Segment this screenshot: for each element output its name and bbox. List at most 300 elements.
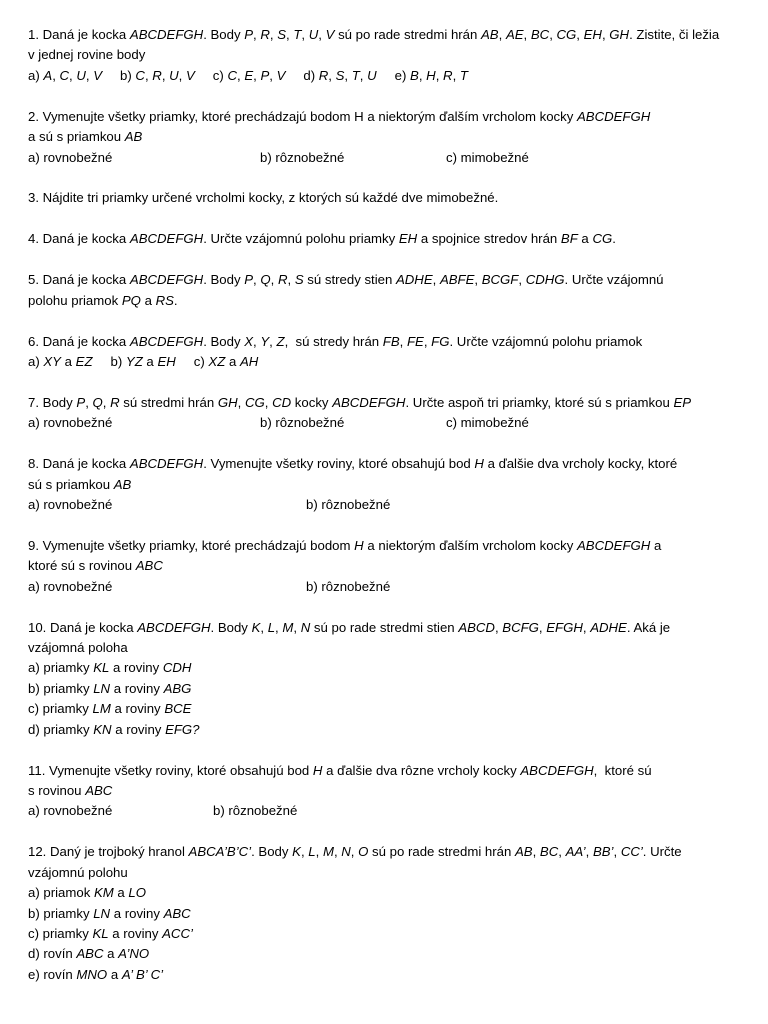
text-run: , [538, 619, 547, 635]
italic-term: ACC’ [162, 925, 193, 941]
text-run: d) [303, 67, 319, 83]
text-run: 7. Body [28, 394, 77, 410]
answer-option [260, 413, 446, 433]
question-5 [28, 270, 728, 311]
text-run: , [423, 333, 432, 349]
text-run: b) priamky [28, 680, 94, 696]
question-10 [28, 618, 728, 740]
question-text-line [28, 781, 728, 801]
text-run: b) [110, 353, 126, 369]
text-run: , [293, 619, 301, 635]
italic-term: FG [431, 333, 450, 349]
text-run: . Aká je [626, 619, 671, 635]
italic-term: U [367, 67, 377, 83]
text-run: , [178, 67, 186, 83]
text-run: a) rovnobežné [28, 149, 113, 165]
italic-term: B [410, 67, 419, 83]
text-run: s rovinou [28, 782, 86, 798]
text-run: 2. Vymenujte všetky priamky, ktoré prechádzajú bodom H a niektorým ďalším vrcholom kocky [28, 108, 577, 124]
italic-term: MNO [76, 966, 108, 982]
text-run: polohu priamok [28, 292, 122, 308]
text-run: a [577, 231, 593, 247]
text-run: v jednej rovine body [28, 47, 146, 63]
text-run: a [140, 292, 156, 308]
italic-term: V [276, 67, 286, 83]
text-run: , [286, 27, 294, 42]
question-text-line [28, 270, 728, 290]
worksheet [28, 25, 728, 1006]
italic-term: ABCDEFGH [129, 456, 204, 472]
italic-term: XY [43, 353, 61, 369]
italic-term: O [358, 844, 369, 860]
italic-term: ABCDEFGH [332, 394, 406, 410]
answer-option [395, 66, 468, 86]
italic-term: BCFG [502, 619, 539, 635]
italic-term: KL [92, 925, 109, 941]
answer-option [28, 658, 728, 678]
italic-term: ABCDEFGH [129, 27, 204, 42]
text-run: , [585, 844, 593, 860]
italic-term: A [43, 67, 53, 83]
text-run: , [144, 67, 153, 83]
italic-term: P [244, 27, 254, 42]
text-run: a roviny [108, 925, 163, 941]
question-text-line [28, 556, 728, 576]
answer-option [28, 413, 260, 433]
italic-term: ABCDEFGH [137, 619, 211, 635]
italic-term: BCGF [481, 272, 519, 288]
italic-term: V [325, 27, 335, 42]
question-text-line [28, 863, 728, 883]
italic-term: R [318, 67, 329, 83]
italic-term: ABCDEFGH [129, 272, 204, 288]
italic-term: ABCA’B’C’ [188, 844, 252, 860]
italic-term: R [443, 67, 453, 83]
italic-term: ABFE [439, 272, 475, 288]
italic-term: BF [560, 231, 578, 247]
italic-term: T [351, 67, 360, 83]
text-run: a) rovnobežné [28, 497, 113, 512]
italic-term: Q [92, 394, 103, 410]
answer-option [28, 965, 728, 985]
italic-term: KN [93, 721, 112, 737]
question-text-line [28, 454, 728, 474]
italic-term: Y [260, 333, 270, 349]
text-run: , [435, 67, 444, 83]
italic-term: H [312, 762, 323, 778]
options-row [28, 413, 728, 433]
text-run: sú po rade stredmi hrán [334, 27, 482, 42]
text-run: a) [28, 353, 44, 369]
text-run: , [518, 272, 526, 288]
italic-term: CG [556, 27, 577, 42]
answer-option [303, 66, 376, 86]
italic-term: L [308, 844, 316, 860]
answer-option [213, 801, 413, 821]
options-row [28, 495, 728, 515]
text-run: 4. Daná je kocka [28, 231, 130, 247]
italic-term: CDH [162, 660, 192, 676]
text-run: a [107, 966, 122, 982]
italic-term: AH [239, 353, 259, 369]
text-run: , [328, 67, 336, 83]
text-run: b) priamky [28, 905, 94, 921]
text-run: b) rôznobežné [260, 149, 345, 165]
options-row [28, 66, 728, 86]
text-run: , [350, 844, 359, 860]
italic-term: AB [481, 27, 499, 42]
italic-term: N [341, 844, 351, 860]
italic-term: R [277, 272, 288, 288]
italic-term: E [244, 67, 254, 83]
italic-term: ABC [163, 905, 191, 921]
text-run: , [300, 844, 309, 860]
text-run: . Určte [642, 844, 682, 860]
italic-term: XZ [208, 353, 226, 369]
text-run: c) priamky [28, 701, 93, 717]
italic-term: AB [113, 476, 132, 492]
text-run: a [103, 946, 119, 962]
text-run: a roviny [111, 721, 166, 737]
italic-term: GH [609, 27, 630, 42]
text-run: 10. Daná je kocka [28, 619, 138, 635]
text-run: b) rôznobežné [306, 497, 391, 512]
text-run: e) [394, 67, 411, 83]
italic-term: CC’ [620, 844, 643, 860]
text-run: , [69, 67, 77, 83]
text-run: , [253, 333, 261, 349]
text-run: a) priamky [28, 660, 94, 676]
italic-term: AA’ [565, 844, 586, 860]
answer-option [28, 148, 260, 168]
italic-term: YZ [125, 353, 143, 369]
answer-option [120, 66, 195, 86]
italic-term: BC [530, 27, 550, 42]
text-run: sú stredmi hrán [119, 394, 218, 410]
italic-term: K [251, 619, 261, 635]
question-11 [28, 761, 728, 822]
text-run: a spojnice stredov hrán [417, 231, 561, 247]
text-run: , [523, 27, 531, 42]
question-text-line [28, 188, 728, 208]
text-run: , [85, 67, 94, 83]
text-run: , [532, 844, 540, 860]
italic-term: V [93, 67, 103, 83]
answer-option [28, 904, 728, 924]
text-run: c) priamky [28, 925, 93, 941]
italic-term: U [308, 27, 319, 42]
text-run: a [113, 885, 129, 901]
text-run: a sú s priamkou [28, 129, 125, 145]
text-run: , [269, 27, 278, 42]
answer-option [28, 699, 728, 719]
italic-term: ABCDEFGH [129, 333, 204, 349]
italic-term: AB [515, 844, 533, 860]
italic-term: EFG? [165, 721, 200, 737]
options-row [28, 148, 728, 168]
italic-term: LM [92, 701, 111, 717]
italic-term: T [459, 67, 468, 83]
answer-option [28, 944, 728, 964]
answer-option [28, 352, 93, 372]
italic-term: ABCDEFGH [520, 762, 594, 778]
question-6 [28, 332, 728, 373]
text-run: . Vymenujte všetky roviny, ktoré obsahujú bod [203, 456, 475, 472]
question-text-line [28, 842, 728, 862]
text-run: . Body [251, 844, 293, 860]
question-12 [28, 842, 728, 985]
answer-option [28, 720, 728, 740]
options-row [28, 577, 728, 597]
text-run: sú po rade stredmi hrán [368, 844, 515, 860]
italic-term: CG [244, 394, 265, 410]
italic-term: X [244, 333, 254, 349]
question-text-line [28, 229, 728, 249]
text-run: , [432, 272, 440, 288]
answer-option [213, 66, 286, 86]
italic-term: AE [505, 27, 524, 42]
text-run: b) rôznobežné [306, 578, 391, 594]
text-run: ktoré sú s rovinou [28, 558, 136, 574]
italic-term: ABCDEFGH [577, 108, 651, 124]
italic-term: C [59, 67, 70, 83]
italic-term: R [260, 27, 270, 42]
question-text-line [28, 332, 728, 352]
italic-term: LN [93, 905, 111, 921]
italic-term: EH [583, 27, 602, 42]
text-run: 6. Daná je kocka [28, 333, 130, 349]
answer-option [28, 495, 306, 515]
italic-term: AB [124, 129, 143, 145]
text-run: . Body [203, 27, 245, 42]
text-run: a) rovnobežné [28, 578, 113, 594]
text-run: , [301, 27, 309, 42]
italic-term: M [282, 619, 294, 635]
italic-term: H [474, 456, 484, 472]
question-2 [28, 107, 728, 168]
text-run: , [601, 27, 610, 42]
italic-term: S [335, 67, 345, 83]
italic-term: CG [592, 231, 613, 247]
text-run: sú po rade stredmi stien [310, 619, 459, 635]
italic-term: H [426, 67, 436, 83]
italic-term: H [354, 537, 364, 553]
text-run: c) [193, 353, 209, 369]
italic-term: Z [276, 333, 285, 349]
text-run: a [60, 353, 76, 369]
text-run: kocky [291, 394, 333, 410]
text-run: , [253, 272, 261, 288]
text-run: , [237, 394, 245, 410]
text-run: . Určte vzájomnú polohu priamky [203, 231, 399, 247]
question-text-line [28, 393, 728, 413]
answer-option [306, 495, 506, 515]
italic-term: ABCDEFGH [129, 231, 204, 247]
italic-term: R [152, 67, 162, 83]
text-run: , [498, 27, 506, 42]
text-run: . Určte vzájomnú polohu priamok [449, 333, 643, 349]
question-text-line [28, 127, 728, 147]
italic-term: BB’ [592, 844, 614, 860]
italic-term: EFGH [546, 619, 583, 635]
text-run: vzájomná poloha [28, 640, 128, 656]
question-text-line [28, 638, 728, 658]
question-4 [28, 229, 728, 249]
italic-term: Q [260, 272, 271, 288]
text-run: . Určte vzájomnú [564, 272, 664, 288]
text-run: a [142, 353, 158, 369]
italic-term: EH [398, 231, 418, 247]
italic-term: ADHE [590, 619, 627, 635]
text-run: , [318, 27, 326, 42]
text-run: b) rôznobežné [213, 803, 298, 819]
italic-term: K [292, 844, 301, 860]
text-run: 5. Daná je kocka [28, 272, 130, 288]
text-run: 8. Daná je kocka [28, 456, 130, 472]
text-run: . [173, 292, 178, 308]
text-run: , [52, 67, 60, 83]
text-run: , [85, 394, 93, 410]
text-run: , [253, 27, 261, 42]
text-run: , [287, 272, 295, 288]
italic-term: T [293, 27, 302, 42]
italic-term: BC [539, 844, 559, 860]
text-run: , [418, 67, 427, 83]
question-8 [28, 454, 728, 515]
text-run: , [102, 394, 111, 410]
text-run: . Zistite, či ležia [629, 27, 720, 42]
text-run: a ďalšie dva rôzne vrcholy kocky [322, 762, 521, 778]
italic-term: M [322, 844, 334, 860]
text-run: a) rovnobežné [28, 415, 113, 431]
italic-term: U [169, 67, 179, 83]
text-run: , [344, 67, 352, 83]
answer-option [28, 577, 306, 597]
text-run: a [225, 353, 240, 369]
text-run: a roviny [110, 680, 164, 696]
text-run: , [558, 844, 566, 860]
italic-term: RS [155, 292, 174, 308]
text-run: a ďalšie dva vrcholy kocky, ktoré [483, 456, 678, 472]
text-run: sú s priamkou [28, 476, 114, 492]
question-text-line [28, 45, 728, 65]
text-run: , [582, 619, 591, 635]
text-run: , [333, 844, 342, 860]
text-run: a roviny [110, 905, 164, 921]
text-run: b) rôznobežné [260, 415, 345, 431]
answer-option [28, 679, 728, 699]
italic-term: ABC [85, 782, 113, 798]
italic-term: KM [93, 885, 114, 901]
question-text-line [28, 618, 728, 638]
text-run: a [650, 537, 662, 553]
italic-term: EH [157, 353, 176, 369]
text-run: , [260, 619, 268, 635]
text-run: . Body [203, 333, 245, 349]
answer-option [28, 924, 728, 944]
question-text-line [28, 291, 728, 311]
question-text-line [28, 761, 728, 781]
text-run: . Určte aspoň tri priamky, ktoré sú s priamkou [405, 394, 674, 410]
text-run: 3. Nájdite tri priamky určené vrcholmi kocky, z ktorých sú každé dve mimobežné. [28, 190, 499, 206]
text-run: , [576, 27, 584, 42]
text-run: e) rovín [28, 966, 77, 982]
question-text-line [28, 25, 728, 45]
text-run: d) rovín [28, 946, 77, 962]
text-run: 12. Daný je trojboký hranol [28, 844, 189, 860]
italic-term: C [227, 67, 237, 83]
italic-term: BCE [164, 701, 192, 717]
answer-option [28, 66, 102, 86]
italic-term: EZ [75, 353, 93, 369]
text-run: c) mimobežné [446, 149, 529, 165]
italic-term: R [110, 394, 120, 410]
italic-term: A’ B’ C’ [121, 966, 164, 982]
italic-term: PQ [121, 292, 141, 308]
question-9 [28, 536, 728, 597]
italic-term: GH [217, 394, 238, 410]
text-run: . Body [210, 619, 252, 635]
text-run: , [315, 844, 323, 860]
text-run: , [253, 67, 261, 83]
italic-term: U [76, 67, 86, 83]
text-run: . [612, 231, 616, 247]
answer-option [28, 883, 728, 903]
text-run: a roviny [109, 660, 163, 676]
question-text-line [28, 107, 728, 127]
italic-term: LN [93, 680, 111, 696]
answer-option [446, 148, 646, 168]
text-run: , [613, 844, 621, 860]
italic-term: P [76, 394, 86, 410]
answer-option [446, 413, 646, 433]
italic-term: V [186, 67, 195, 83]
answer-option [306, 577, 506, 597]
text-run: sú stredy stien [303, 272, 396, 288]
text-run: d) priamky [28, 721, 94, 737]
text-run: a) [28, 67, 44, 83]
text-run: , sú stredy hrán [284, 333, 383, 349]
question-3 [28, 188, 728, 208]
text-run: a niektorým ďalším vrcholom kocky [363, 537, 578, 553]
text-run: , [399, 333, 407, 349]
text-run: , ktoré sú [593, 762, 652, 778]
text-run: , [452, 67, 460, 83]
italic-term: ABC [135, 558, 163, 574]
italic-term: N [300, 619, 311, 635]
italic-term: ABC [76, 946, 104, 962]
text-run: c) [212, 67, 228, 83]
italic-term: A’NO [118, 946, 150, 962]
text-run: a) rovnobežné [28, 803, 113, 819]
italic-term: S [277, 27, 287, 42]
text-run: , [275, 619, 283, 635]
text-run: a) priamok [28, 885, 94, 901]
answer-option [111, 352, 176, 372]
text-run: , [474, 272, 482, 288]
text-run: 9. Vymenujte všetky priamky, ktoré prechádzajú bodom [28, 537, 355, 553]
text-run: a roviny [110, 701, 165, 717]
text-run: 11. Vymenujte všetky roviny, ktoré obsahujú bod [28, 762, 313, 778]
italic-term: ABG [163, 680, 192, 696]
text-run: b) [120, 67, 136, 83]
text-run: , [161, 67, 170, 83]
text-run: , [269, 67, 277, 83]
italic-term: ABCD [458, 619, 495, 635]
italic-term: KL [93, 660, 110, 676]
italic-term: CD [272, 394, 292, 410]
italic-term: S [294, 272, 304, 288]
